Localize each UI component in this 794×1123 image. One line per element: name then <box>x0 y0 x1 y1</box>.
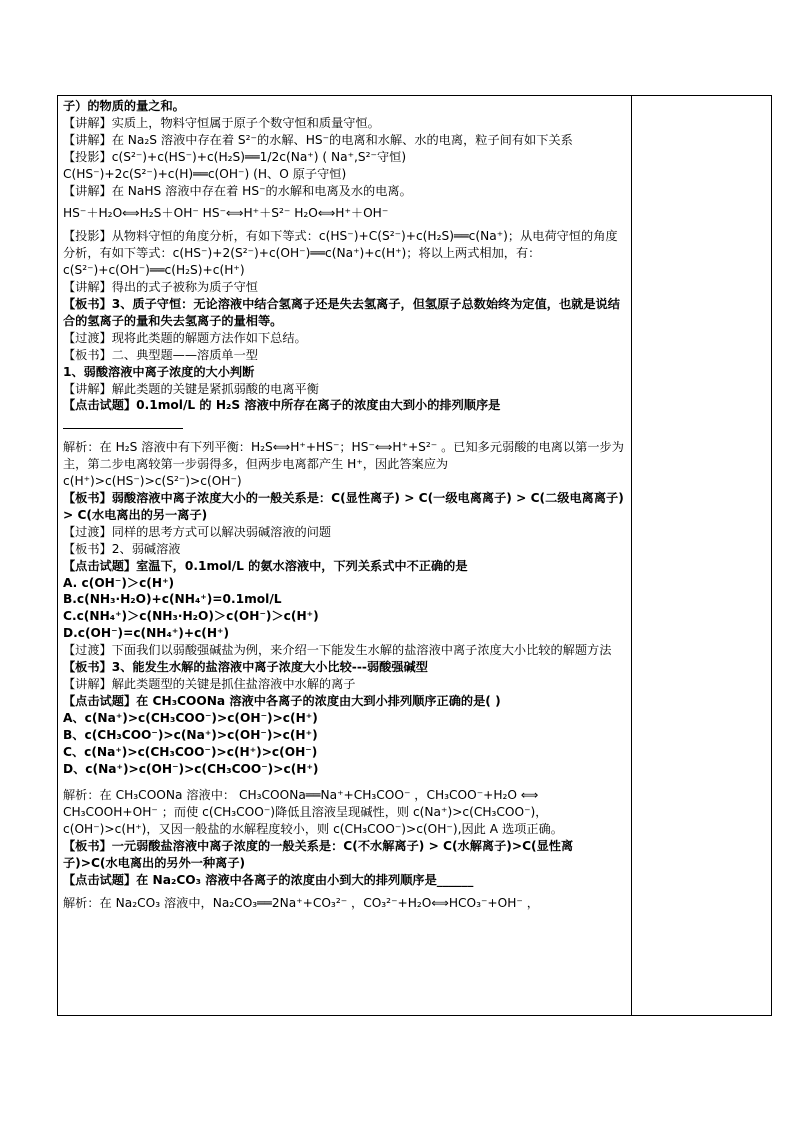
text-line: 【讲解】实质上，物料守恒属于原子个数守恒和质量守恒。 <box>63 115 380 130</box>
analysis-line: 解析：在 CH₃COONa 溶液中： CH₃COONa══Na⁺+CH₃COO⁻ ，CH₃COO⁻+H₂O ⟺ CH₃COOH+OH⁻ ；而使 c(CH₃COO⁻)降低且溶液呈现碱性，则 c(Na⁺)>c(CH₃COO⁻)，c(OH⁻)>c(H⁺)，又因一般盐的水解程度较小，则 c(CH₃COO⁻)>c(OH⁻),因此 A 选项正确。 <box>63 788 563 837</box>
option-a: A、c(Na⁺)>c(CH₃COO⁻)>c(OH⁻)>c(H⁺) <box>63 710 318 725</box>
question-line: 【点击试题】室温下，0.1mol/L 的氨水溶液中，下列关系式中不正确的是 <box>63 558 468 573</box>
option-c: C.c(NH₄⁺)＞c(NH₃·H₂O)＞c(OH⁻)＞c(H⁺) <box>63 609 319 624</box>
text-line: 【讲解】解此类题型的关键是抓住盐溶液中水解的离子 <box>63 677 356 691</box>
option-d: D、c(Na⁺)>c(OH⁻)>c(CH₃COO⁻)>c(H⁺) <box>63 761 319 776</box>
answer-blank <box>63 414 183 429</box>
column-divider <box>631 95 632 1016</box>
board-line: 【板书】3、能发生水解的盐溶液中离子浓度大小比较---弱酸强碱型 <box>63 660 428 675</box>
board-line: 【板书】2、弱碱溶液 <box>63 541 181 556</box>
question-line: 【点击试题】在 Na₂CO₃ 溶液中各离子的浓度由小到大的排列顺序是______ <box>63 872 474 887</box>
text-line: 【讲解】解此类题的关键是紧抓弱酸的电离平衡 <box>63 381 319 396</box>
option-c: C、c(Na⁺)>c(CH₃COO⁻)>c(H⁺)>c(OH⁻) <box>63 744 318 759</box>
text-line: 【讲解】在 Na₂S 溶液中存在着 S²⁻的水解、HS⁻的电离和水解、水的电离，粒子间有如下关系 <box>63 132 573 147</box>
projection-line: 【投影】c(S²⁻)+c(HS⁻)+c(H₂S)══1/2c(Na⁺) ( Na⁺,S²⁻守恒) <box>63 149 407 164</box>
text-line: 【过渡】现将此类题的解题方法作如下总结。 <box>63 330 307 345</box>
text-line: 子）的物质的量之和。 <box>63 99 185 113</box>
section-heading: 1、弱酸溶液中离子浓度的大小判断 <box>63 364 255 379</box>
board-line: 【板书】3、质子守恒：无论溶液中结合氢离子还是失去氢离子，但氢原子总数始终为定值，也就是说结合的氢离子的量和失去氢离子的量相等。 <box>63 296 620 328</box>
text-line: 【讲解】得出的式子被称为质子守恒 <box>63 280 258 295</box>
option-d: D.c(OH⁻)=c(NH₄⁺)+c(H⁺) <box>63 626 230 641</box>
text-line: 【讲解】在 NaHS 溶液中存在着 HS⁻的水解和电离及水的电离。 <box>63 183 412 198</box>
question-line: 【点击试题】0.1mol/L 的 H₂S 溶液中所存在离子的浓度由大到小的排列顺序是 <box>63 398 501 413</box>
equilibrium-equations: HS⁻＋H₂O⟺H₂S＋OH⁻ HS⁻⟺H⁺＋S²⁻ H₂O⟺H⁺＋OH⁻ <box>63 206 389 221</box>
question-line: 【点击试题】在 CH₃COONa 溶液中各离子的浓度由大到小排列顺序正确的是( ) <box>63 693 501 708</box>
option-b: B.c(NH₃·H₂O)+c(NH₄⁺)=0.1mol/L <box>63 592 282 607</box>
text-line: 【过渡】下面我们以弱酸强碱盐为例，来介绍一下能发生水解的盐溶液中离子浓度大小比较的解题方法 <box>63 643 612 658</box>
equation-line: C(HS⁻)+2c(S²⁻)+c(H)══c(OH⁻) (H、O 原子守恒) <box>63 166 347 181</box>
analysis-line: 解析：在 H₂S 溶液中有下列平衡：H₂S⟺H⁺+HS⁻；HS⁻⟺H⁺+S²⁻ 。已知多元弱酸的电离以第一步为主，第二步电离较第一步弱得多，但两步电离都产生 H⁺，因此答案应为c(H⁺)>c(HS⁻)>c(S²⁻)>c(OH⁻) <box>63 440 624 489</box>
analysis-line: 解析：在 Na₂CO₃ 溶液中，Na₂CO₃══2Na⁺+CO₃²⁻ ，CO₃²⁻+H₂O⟺HCO₃⁻+OH⁻ ， <box>63 895 539 910</box>
option-b: B、c(CH₃COO⁻)>c(Na⁺)>c(OH⁻)>c(H⁺) <box>63 727 318 742</box>
option-a: A. c(OH⁻)＞c(H⁺) <box>63 575 175 590</box>
lesson-content <box>63 98 626 912</box>
board-line: 【板书】一元弱酸盐溶液中离子浓度的一般关系是：C(不水解离子) > C(水解离子)>C(显性离子)>C(水电离出的另外一种离子) <box>63 839 574 871</box>
board-line: 【板书】二、典型题——溶质单一型 <box>63 347 258 362</box>
projection-line: 【投影】从物料守恒的角度分析，有如下等式：c(HS⁻)+C(S²⁻)+c(H₂S)══c(Na⁺)；从电荷守恒的角度分析，有如下等式：c(HS⁻)+2(S²⁻)+c(OH⁻)══c(Na⁺)+c(H⁺)；将以上两式相加，有：c(S²⁻)+c(OH⁻)══c(H₂S)+c(H⁺) <box>63 229 618 278</box>
board-line: 【板书】弱酸溶液中离子浓度大小的一般关系是：C(显性离子) > C(一级电离离子) > C(二级电离离子) > C(水电离出的另一离子) <box>63 491 624 522</box>
text-line: 【过渡】同样的思考方式可以解决弱碱溶液的问题 <box>63 524 332 539</box>
